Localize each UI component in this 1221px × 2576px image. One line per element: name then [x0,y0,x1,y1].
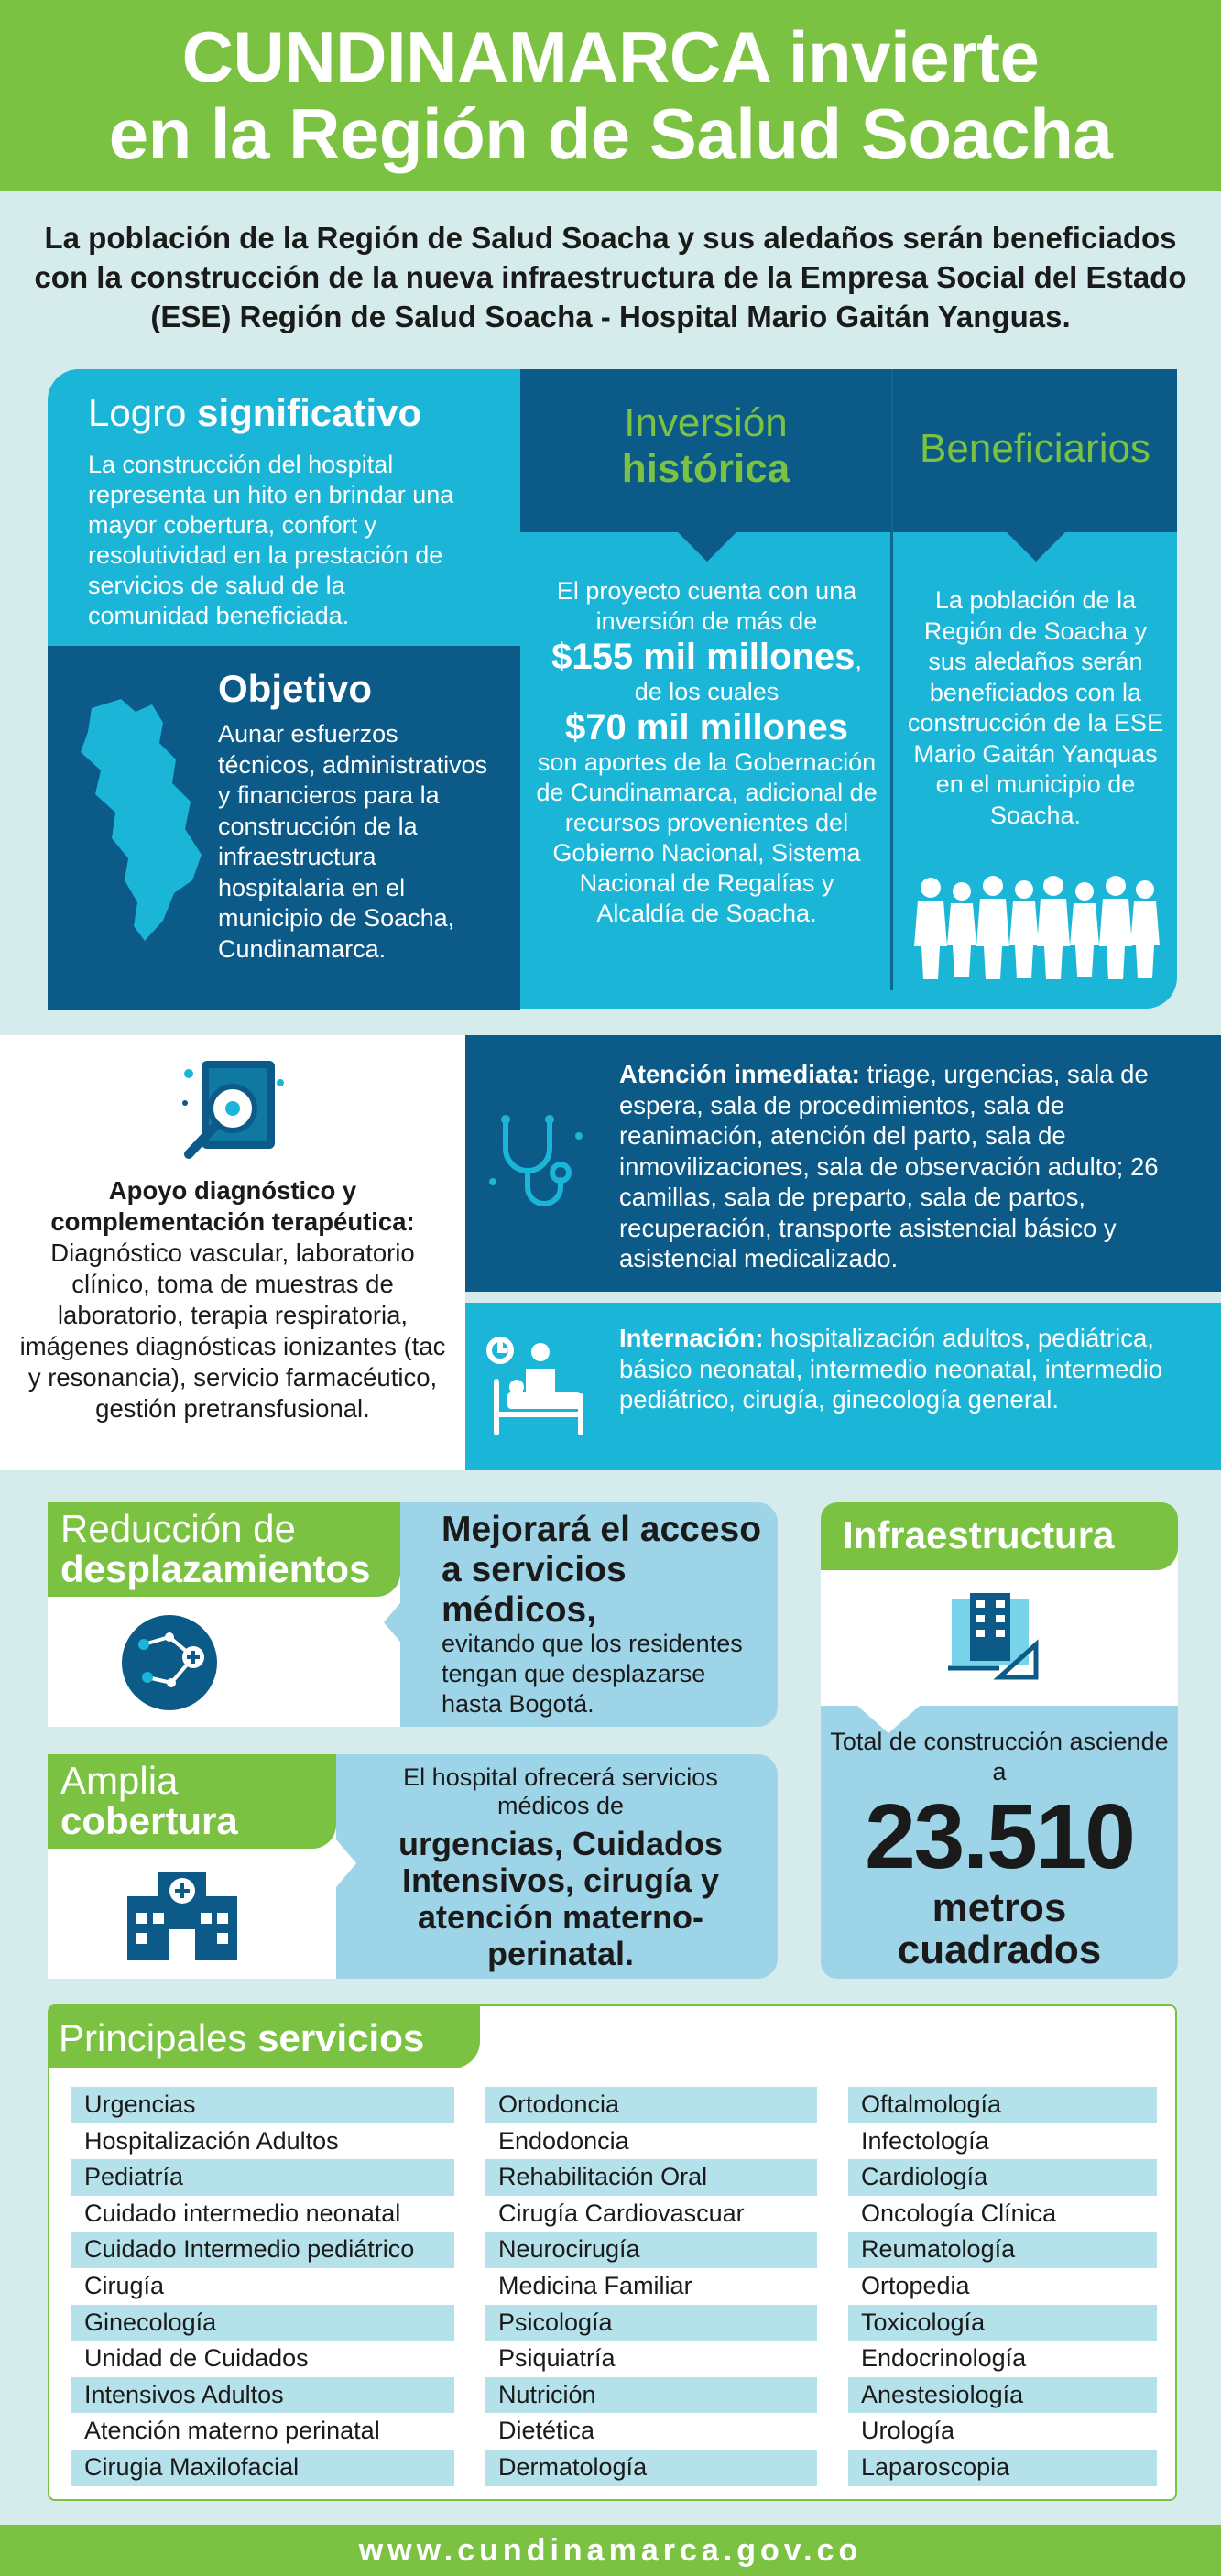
objetivo-panel [48,646,520,1010]
soacha-map-icon [64,692,211,948]
objetivo-title: Objetivo [218,667,373,710]
reduccion-label-2: desplazamientos [60,1547,371,1590]
servicio-item: Cuidado intermedio neonatal [71,2196,454,2232]
apoyo-panel [0,1035,465,1470]
infraestructura-unit: metros cuadrados [897,1885,1102,1972]
servicio-item: Ortodoncia [485,2087,817,2123]
cobertura-info-panel [336,1754,778,1979]
inversion-title: Inversión histórica [621,400,790,491]
reduccion-label [48,1502,400,1597]
servicio-item: Cirugía Cardiovascuar [485,2196,817,2232]
servicio-item: Urología [848,2413,1157,2450]
footer-url[interactable]: www.cundinamarca.gov.co [0,2525,1221,2576]
cobertura-label-1: Amplia [60,1759,179,1802]
infraestructura-title: Infraestructura [843,1513,1115,1556]
hospital-building-icon [122,1865,243,1964]
inversion-beneficiarios-panel [520,369,1177,1009]
hospital-bed-icon [482,1332,595,1442]
servicio-item: Psicología [485,2305,817,2341]
logro-panel [48,369,520,646]
servicio-item: Oncología Clínica [848,2196,1157,2232]
beneficiarios-text: La población de la Región de Soacha y sus aledaños serán beneficiados con la construcción de la ESE Mario Gaitán Yanquas en el municipio de Soacha. [907,586,1164,829]
objetivo-text: Aunar esfuerzos técnicos, administrativos y financieros para la construcción de la infraestructura hospitalaria en el municipio de Soacha, Cundinamarca. [218,720,488,963]
cobertura-label-2: cobertura [60,1799,238,1842]
servicio-item: Cuidado Intermedio pediátrico [71,2232,454,2268]
servicio-item: Cirugía [71,2268,454,2305]
servicio-item: Dietética [485,2413,817,2450]
infraestructura-text: Total de construcción asciende a [830,1728,1169,1785]
logro-title: Logro significativo [88,391,422,434]
servicio-item: Cardiología [848,2159,1157,2196]
infraestructura-panel [821,1502,1178,1979]
cobertura-label [48,1754,336,1849]
mejorara-arrow [384,1599,404,1646]
servicio-item: Pediatría [71,2159,454,2196]
servicio-item: Dermatología [485,2450,817,2486]
servicios-column-3 [848,2087,1157,2486]
servicio-item: Laparoscopia [848,2450,1157,2486]
servicio-item: Cirugia Maxilofacial [71,2450,454,2486]
servicio-item: Medicina Familiar [485,2268,817,2305]
inversion-text: El proyecto cuenta con una inversión de más de $155 mil millones, de los cuales $70 mil millones son aportes de la Gobernación de Cundinamarca, adicional de recursos provenientes del Gobierno Nacional, Sistema Nacional de Regalías y Alcaldía de Soacha. [536,577,878,927]
servicios-panel [48,2004,1177,2501]
title-line-2: en la Región de Salud Soacha [108,93,1113,174]
servicio-item: Psiquiatría [485,2341,817,2377]
servicio-item: Rehabilitación Oral [485,2159,817,2196]
servicios-column-2 [485,2087,817,2486]
servicio-item: Anestesiología [848,2377,1157,2414]
servicio-item: Endocrinología [848,2341,1157,2377]
intro-paragraph: La población de la Región de Salud Soacha y sus aledaños serán beneficiados con la construcción de la nueva infraestructura de la Empresa Social del Estado (ESE) Región de Salud Soacha - Hospital Mario Gaitán Yanguas. [34,221,1187,333]
page-title [0,0,1221,172]
servicio-item: Neurocirugía [485,2232,817,2268]
logro-text: La construcción del hospital representa un hito en brindar una mayor cobertura, confort y resolutividad en la prestación de servicios de salud de la comunidad beneficiada. [88,451,454,629]
beneficiarios-title: Beneficiarios [920,426,1150,471]
servicios-column-1 [71,2087,454,2486]
amount-155: $155 mil millones [551,637,856,677]
servicio-item: Hospitalización Adultos [71,2123,454,2160]
mejorara-title: Mejorará el acceso a servicios médicos, [442,1510,762,1630]
servicio-item: Nutrición [485,2377,817,2414]
route-map-icon [116,1610,223,1716]
servicio-item: Reumatología [848,2232,1157,2268]
servicio-item: Endodoncia [485,2123,817,2160]
apoyo-title: Apoyo diagnóstico y complementación terapéutica: [50,1176,415,1236]
reduccion-label-1: Reducción de [60,1507,296,1550]
servicio-item: Unidad de Cuidados [71,2341,454,2377]
servicio-item: Atención materno perinatal [71,2413,454,2450]
header-banner [0,0,1221,191]
servicio-item: Intensivos Adultos [71,2377,454,2414]
servicio-item: Ginecología [71,2305,454,2341]
blueprint-icon [944,1589,1045,1690]
people-group-icon [914,871,1161,981]
inversion-arrow [678,532,736,562]
diagnostic-search-icon [176,1055,289,1169]
atencion-text: Atención inmediata: triage, urgencias, sala de espera, sala de procedimientos, sala de reanimación, atención del parto, sala de inmovilizaciones, sala de observación adulto; 26 camillas, sala de preparto, sala de partos, recuperación, transporte asistencial básico y asistencial medicalizado. [619,1060,1159,1272]
mejorara-text: evitando que los residentes tengan que desplazarse hasta Bogotá. [442,1630,743,1718]
servicio-item: Infectología [848,2123,1157,2160]
infraestructura-number: 23.510 [865,1785,1134,1888]
internacion-panel [465,1303,1221,1470]
servicio-item: Urgencias [71,2087,454,2123]
infraestructura-label [821,1502,1178,1570]
title-line-1: CUNDINAMARCA invierte [181,16,1040,97]
stethoscope-icon [484,1108,594,1218]
servicios-label [49,2006,480,2068]
mejorara-panel [400,1502,778,1727]
servicios-title: Principales servicios [59,2016,425,2059]
amount-70: $70 mil millones [564,707,849,748]
atencion-panel [465,1035,1221,1292]
servicio-item: Oftalmología [848,2087,1157,2123]
servicio-item: Toxicología [848,2305,1157,2341]
cobertura-highlight: urgencias, Cuidados Intensivos, cirugía y atención materno-perinatal. [398,1825,724,1972]
cobertura-text: El hospital ofrecerá servicios médicos de [403,1763,718,1819]
servicio-item: Ortopedia [848,2268,1157,2305]
apoyo-text: Diagnóstico vascular, laboratorio clínico, toma de muestras de laboratorio, terapia respiratoria, imágenes diagnósticas ionizantes (tac y resonancia), servicio farmacéutico, gestión pretransfusional. [19,1239,446,1423]
beneficiarios-arrow [1007,532,1065,562]
cobertura-arrow [336,1839,356,1887]
internacion-text: Internación: hospitalización adultos, pediátrica, básico neonatal, intermedio neonatal, intermedio pediátrico, cirugía, ginecología general. [619,1324,1163,1414]
